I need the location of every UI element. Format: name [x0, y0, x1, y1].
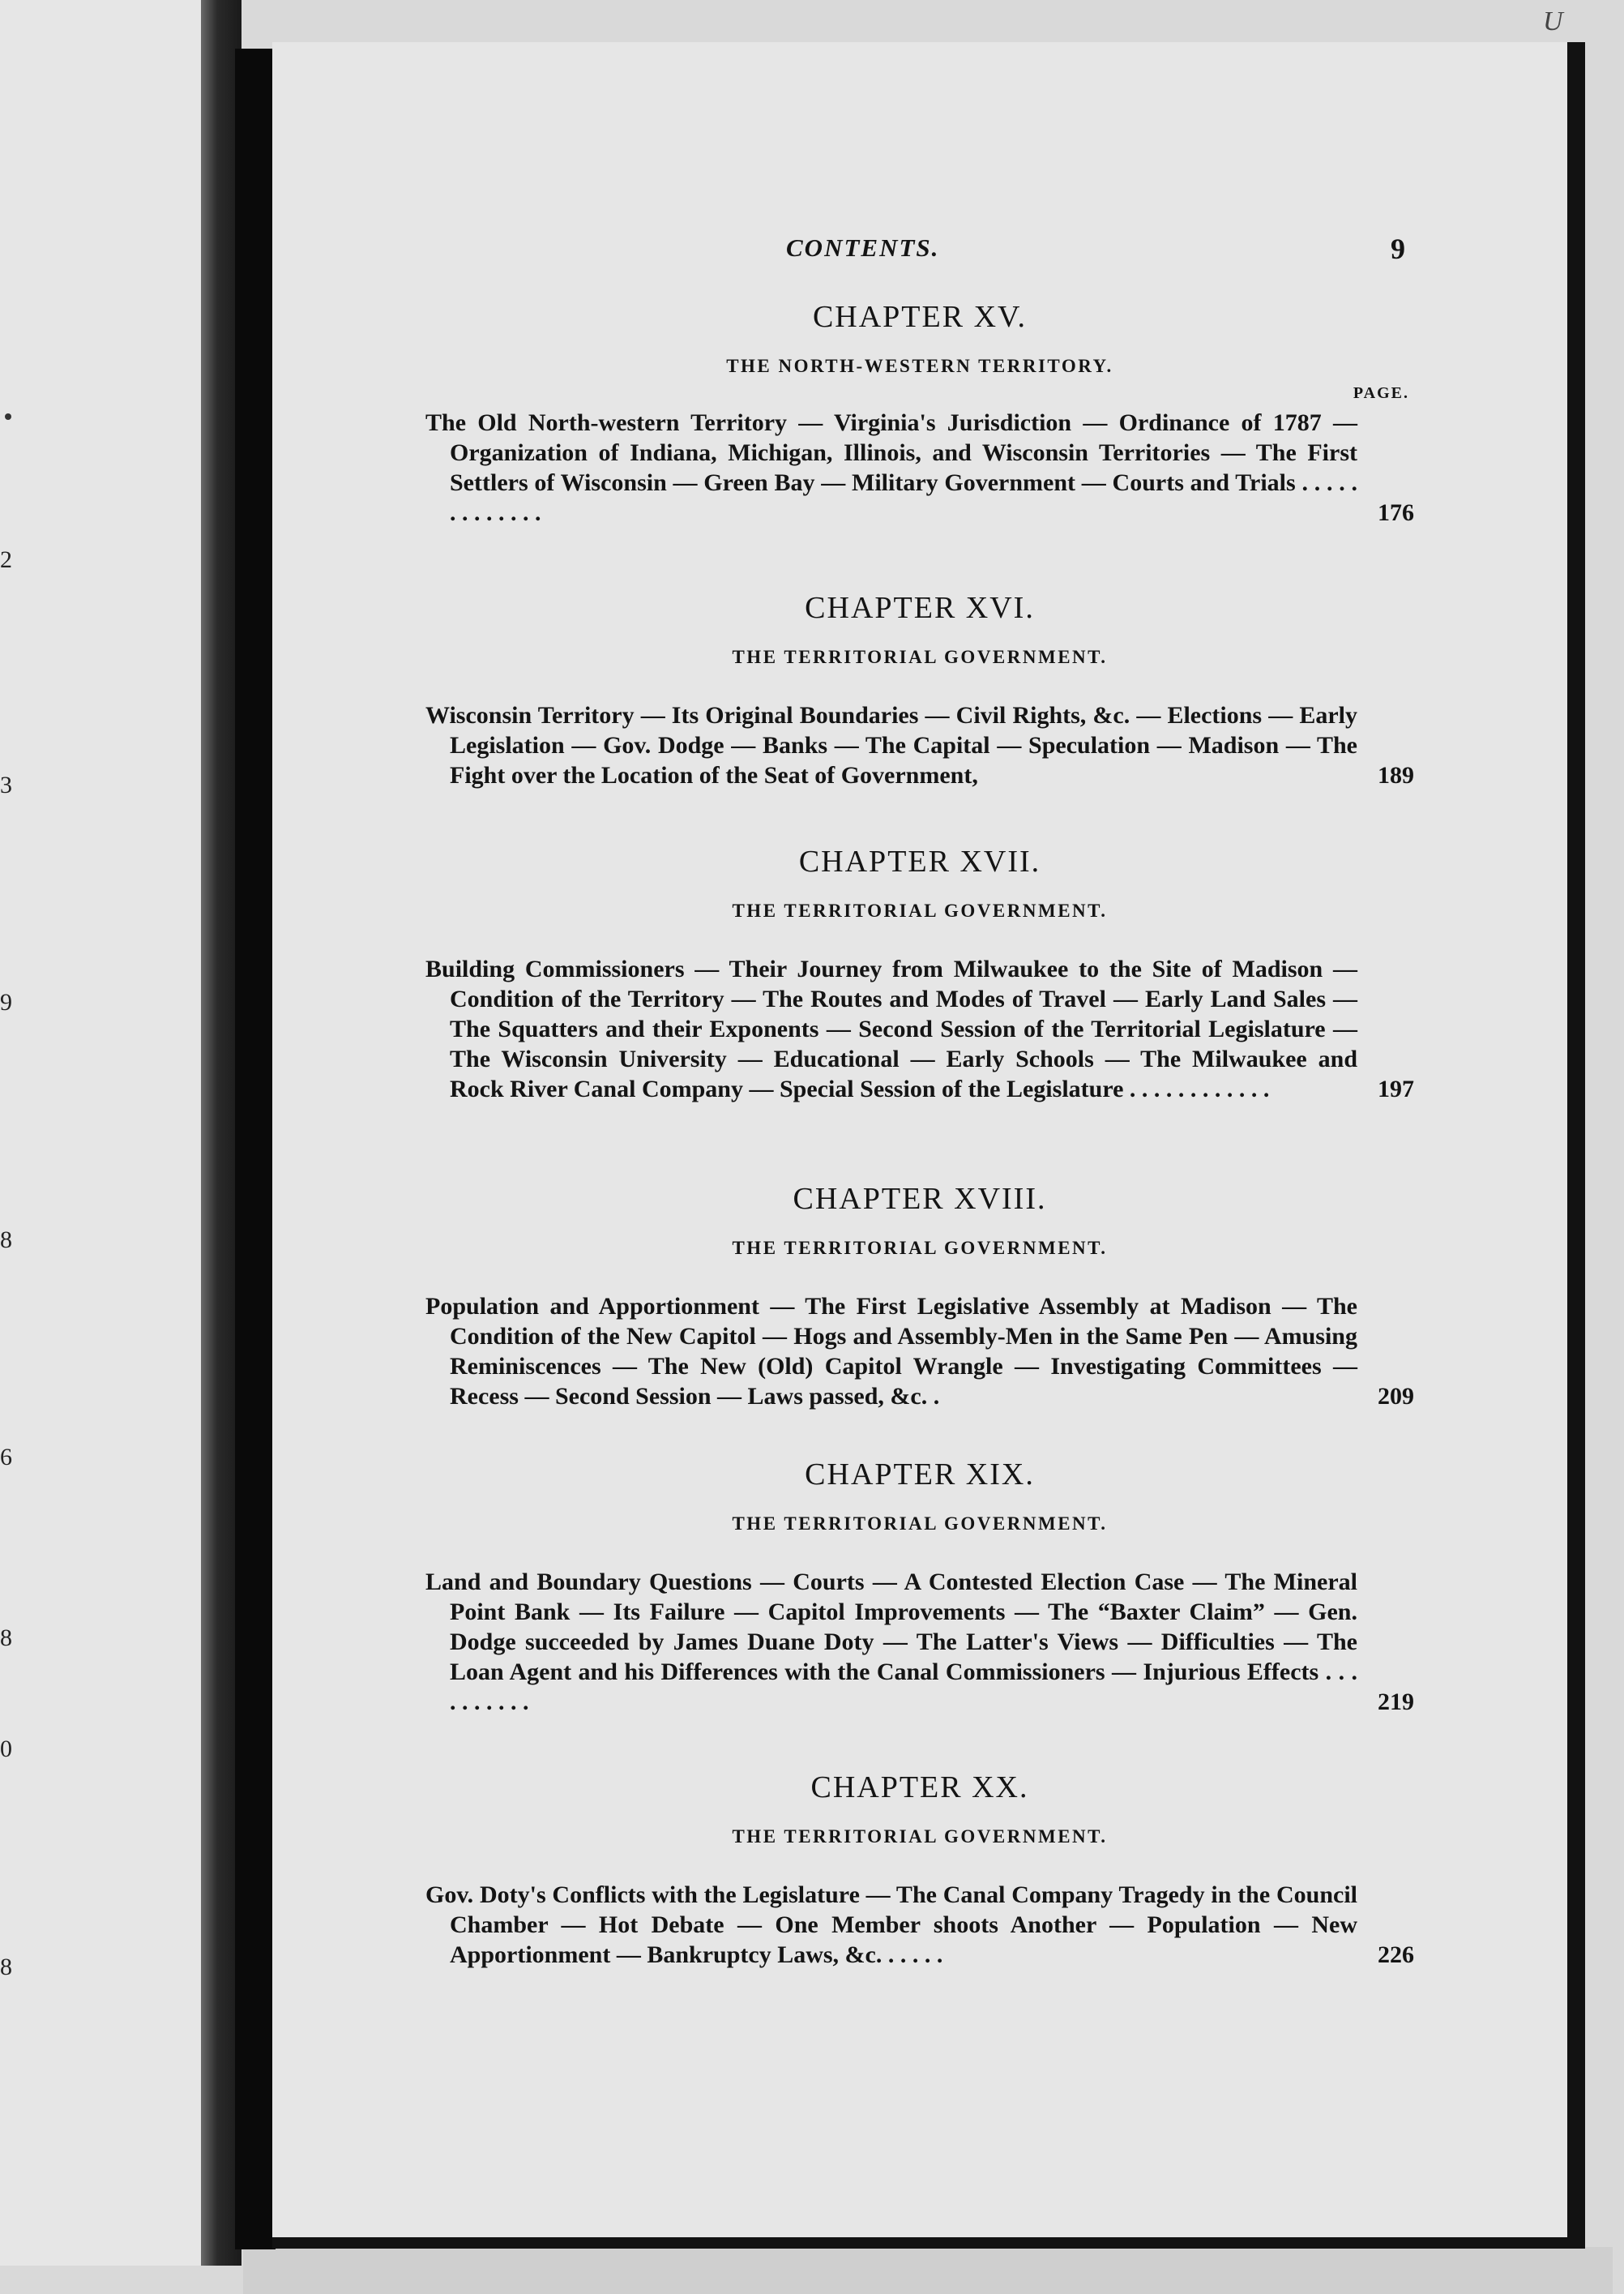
- chapter-section: [425, 302, 1414, 528]
- entry-page-number: 209: [1378, 1383, 1414, 1410]
- facing-page-fragment: 8: [0, 1226, 12, 1253]
- entry-page-number: 226: [1378, 1941, 1414, 1968]
- entry-page-number: 176: [1378, 499, 1414, 526]
- chapter-title: CHAPTER XVI.: [805, 591, 1035, 625]
- facing-page-fragment: 8: [0, 1954, 12, 1980]
- chapter-subtitle: THE TERRITORIAL GOVERNMENT.: [732, 1513, 1108, 1534]
- margin-dot: [5, 413, 11, 420]
- facing-page-fragment: 8: [0, 1624, 12, 1651]
- toc-entry: [425, 954, 1414, 1104]
- entry-summary: Building Commissioners — Their Journey from Milwaukee to the Site of Madison — Condition of the Territory — The Routes and Modes of Travel — Early Land Sales — The Squatters and their Exponents — Second Session of the Territorial Legislature — The Wisconsin University — Educational — Early Schools — The Milwaukee and Rock River Canal Company — Special Session of the Legislature . . . . . . . . . . . .: [425, 956, 1357, 1102]
- chapter-section: [425, 1459, 1414, 1717]
- chapter-section: [425, 1772, 1414, 1970]
- facing-page-fragment: 2: [0, 546, 12, 573]
- chapter-title: CHAPTER XIX.: [805, 1457, 1035, 1492]
- entry-summary: Wisconsin Territory — Its Original Boundaries — Civil Rights, &c. — Elections — Early Legislation — Gov. Dodge — Banks — The Capital — Speculation — Madison — The Fight over the Location of the Seat of Government,: [425, 702, 1357, 789]
- entry-summary: Population and Apportionment — The First Legislative Assembly at Madison — The Condition of the New Capitol — Hogs and Assembly-Men in the Same Pen — Amusing Reminiscences — The New (Old) Capitol Wrangle — Investigating Committees — Recess — Second Session — Laws passed, &c. .: [425, 1293, 1357, 1410]
- entry-summary: Land and Boundary Questions — Courts — A Contested Election Case — The Mineral Point Bank — Its Failure — Capitol Improvements — The “Baxter Claim” — Gen. Dodge succeeded by James Duane Doty — The Latter's Views — Difficulties — The Loan Agent and his Differences with the Canal Commissioners — Injurious Effects . . . . . . . . . .: [425, 1569, 1357, 1715]
- scan-background: [243, 2247, 1613, 2294]
- entry-page-number: 219: [1378, 1688, 1414, 1715]
- chapter-section: [425, 593, 1414, 790]
- chapter-subtitle: THE TERRITORIAL GOVERNMENT.: [732, 1826, 1108, 1847]
- toc-entry: [425, 1567, 1414, 1717]
- facing-page: [0, 0, 201, 2266]
- binding-spine: [235, 49, 276, 2249]
- running-title: CONTENTS.: [786, 233, 940, 262]
- entry-summary: The Old North-western Territory — Virginia's Jurisdiction — Ordinance of 1787 — Organization of Indiana, Michigan, Illinois, and Wisconsin Territories — The First Settlers of Wisconsin — Green Bay — Military Government — Courts and Trials . . . . . . . . . . . . .: [425, 409, 1357, 526]
- chapter-subtitle: THE NORTH-WESTERN TERRITORY.: [726, 356, 1113, 376]
- entry-summary: Gov. Doty's Conflicts with the Legislature — The Canal Company Tragedy in the Council Chamber — Hot Debate — One Member shoots Another — Population — New Apportionment — Bankruptcy Laws, &c. . . . . .: [425, 1881, 1357, 1968]
- chapter-title: CHAPTER XVII.: [798, 845, 1041, 879]
- toc-entry: [425, 408, 1414, 528]
- page-number: 9: [1391, 233, 1405, 265]
- chapter-subtitle: THE TERRITORIAL GOVERNMENT.: [732, 1238, 1108, 1258]
- toc-entry: [425, 700, 1414, 790]
- facing-page-fragment: 9: [0, 989, 12, 1016]
- chapter-section: [425, 1183, 1414, 1411]
- chapter-subtitle: THE TERRITORIAL GOVERNMENT.: [732, 901, 1108, 921]
- facing-page-fragment: 3: [0, 772, 12, 798]
- chapter-section: [425, 846, 1414, 1104]
- chapter-subtitle: THE TERRITORIAL GOVERNMENT.: [732, 647, 1108, 667]
- facing-page-fragment: 0: [0, 1735, 12, 1762]
- chapter-title: CHAPTER XVIII.: [793, 1182, 1047, 1216]
- entry-page-number: 189: [1378, 762, 1414, 789]
- page-column-label: PAGE.: [1353, 384, 1409, 402]
- chapter-title: CHAPTER XV.: [812, 300, 1028, 334]
- entry-page-number: 197: [1378, 1076, 1414, 1102]
- toc-entry: [425, 1880, 1414, 1970]
- chapter-title: CHAPTER XX.: [810, 1770, 1029, 1804]
- corner-mark: U: [1543, 6, 1563, 36]
- facing-page-fragment: 6: [0, 1444, 12, 1470]
- toc-entry: [425, 1291, 1414, 1411]
